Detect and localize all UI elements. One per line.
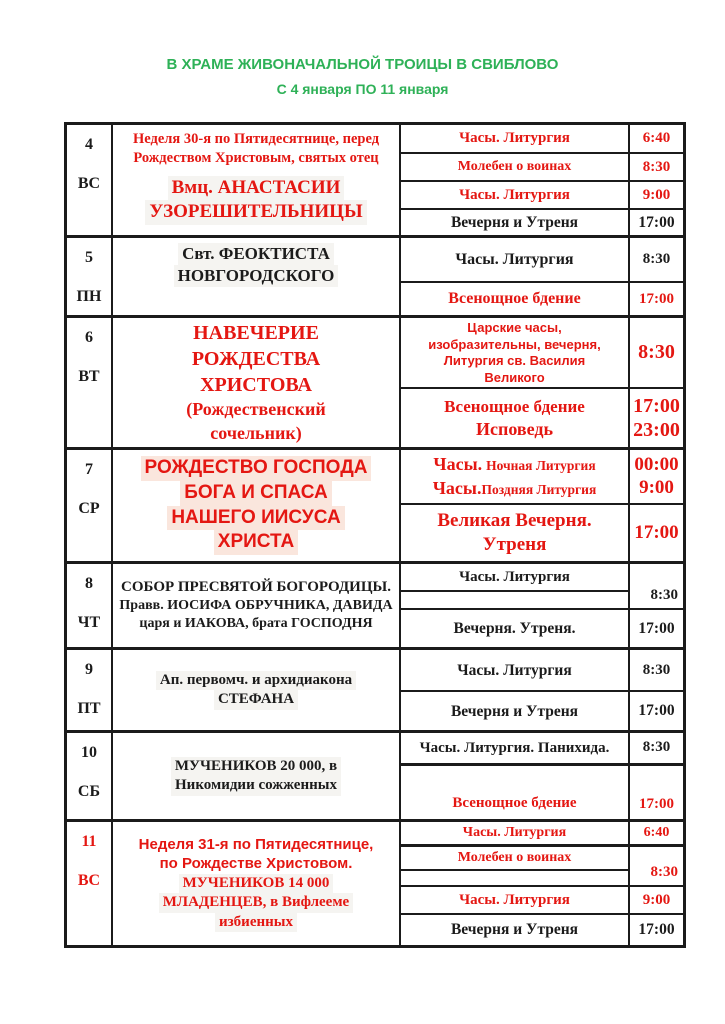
- date-cell: [67, 564, 113, 647]
- week-line: Рождеством Христовым, святых отец: [133, 149, 379, 166]
- feast-line: УЗОРЕШИТЕЛЬНИЦЫ: [145, 200, 366, 225]
- description-cell: [113, 650, 401, 730]
- feast-line: МЛАДЕНЦЕВ, в Вифлееме: [159, 893, 353, 913]
- feast-line: сочельник): [210, 422, 302, 443]
- feast-line: Правв. ИОСИФА ОБРУЧНИКА, ДАВИДА: [119, 598, 393, 614]
- service-time: 9:00: [628, 887, 683, 912]
- service-row: [401, 238, 683, 281]
- service-label: Молебен о воинах: [401, 847, 628, 871]
- service-time: 8:30: [628, 733, 683, 763]
- day-row-9-fri: [67, 647, 683, 730]
- service-label: Часы. Литургия: [462, 825, 567, 841]
- service-time: 17:00: [628, 283, 683, 315]
- description-cell: [113, 238, 401, 315]
- feast-line: Свт. ФЕОКТИСТА: [178, 243, 334, 265]
- service-time: 8:30: [628, 154, 683, 180]
- service-row: [401, 733, 683, 763]
- service-label: Царские часы, изобразительны, вечерня, Литургия св. Василия Великого: [428, 319, 601, 385]
- service-label: Вечерня и Утреня: [450, 213, 579, 231]
- date-cell: [67, 733, 113, 819]
- services-column: [401, 650, 683, 730]
- feast-line: ХРИСТОВА: [200, 374, 312, 397]
- service-time: 17:00 23:00: [628, 389, 683, 447]
- feast-line: НАВЕЧЕРИЕ: [193, 322, 319, 345]
- service-label: Часы. Литургия: [459, 130, 570, 147]
- service-row: [401, 844, 683, 885]
- day-row-7-wed: [67, 447, 683, 561]
- service-label: Часы. Литургия: [457, 661, 572, 679]
- day-row-11-sun: [67, 819, 683, 945]
- page-title: В ХРАМЕ ЖИВОНАЧАЛЬНОЙ ТРОИЦЫ В СВИБЛОВО: [166, 56, 559, 73]
- services-column: [401, 125, 683, 235]
- service-row: [401, 885, 683, 912]
- service-label: Часы. Литургия: [401, 564, 628, 592]
- service-row: [401, 822, 683, 844]
- feast-line: МУЧЕНИКОВ 14 000: [179, 874, 334, 894]
- date-cell: [67, 238, 113, 315]
- service-row: [401, 913, 683, 945]
- week-line: Неделя 31-я по Пятидесятнице,: [138, 835, 374, 853]
- day-row-10-sat: [67, 730, 683, 819]
- day-number: 6: [85, 329, 93, 346]
- service-row: [401, 608, 683, 647]
- service-label: Часы. Литургия: [455, 250, 574, 268]
- services-column: [401, 318, 683, 447]
- services-column: [401, 564, 683, 647]
- feast-line: Ап. первомч. и архидиакона: [156, 671, 356, 691]
- day-abbrev: ПН: [76, 288, 102, 305]
- service-label: Молебен о воинах: [457, 159, 572, 175]
- service-row: [401, 318, 683, 387]
- service-row: [401, 763, 683, 819]
- day-number: 11: [81, 833, 97, 850]
- description-cell: [113, 318, 401, 447]
- services-column: [401, 822, 683, 945]
- service-time: 17:00: [628, 766, 683, 819]
- service-time: 6:40: [628, 822, 683, 844]
- day-abbrev: ЧТ: [77, 614, 101, 631]
- service-time: 17:00: [628, 692, 683, 730]
- service-time: 8:30: [628, 564, 683, 608]
- service-label: Часы. Литургия. Панихида.: [419, 739, 610, 756]
- day-abbrev: ПТ: [77, 700, 101, 717]
- service-label: Часы. Ночная Литургия Часы.Поздняя Литургия: [432, 453, 597, 498]
- service-time: 8:30: [628, 847, 683, 885]
- service-row: [401, 564, 683, 608]
- service-label: Вечерня. Утреня.: [453, 619, 576, 637]
- feast-line: избиенных: [215, 913, 297, 933]
- services-column: [401, 238, 683, 315]
- feast-line: РОЖДЕСТВА: [191, 348, 321, 371]
- feast-line: СОБОР ПРЕСВЯТОЙ БОГОРОДИЦЫ.: [121, 578, 391, 595]
- service-row: [401, 152, 683, 180]
- feast-line: Вмц. АНАСТАСИИ: [168, 176, 345, 201]
- day-row-6-tue: [67, 315, 683, 447]
- day-abbrev: ВТ: [78, 368, 100, 385]
- service-time: 6:40: [628, 125, 683, 152]
- service-time: 00:00 9:00: [628, 450, 683, 503]
- description-cell: [113, 733, 401, 819]
- day-row-8-thu: [67, 561, 683, 647]
- service-label: Вечерня и Утреня: [450, 921, 579, 939]
- feast-line: (Рождественский: [186, 399, 326, 420]
- day-abbrev: ВС: [77, 175, 101, 192]
- service-label: Всенощное бдение Исповедь: [444, 396, 585, 440]
- feast-line: ХРИСТА: [214, 530, 298, 555]
- description-cell: [113, 125, 401, 235]
- date-cell: [67, 650, 113, 730]
- service-time: 8:30: [628, 238, 683, 281]
- service-row: [401, 208, 683, 235]
- day-abbrev: ВС: [77, 872, 101, 889]
- day-number: 9: [85, 661, 93, 678]
- date-range: С 4 января ПО 11 января: [276, 81, 449, 97]
- schedule-table: [64, 122, 686, 948]
- service-label: Великая Вечерня. Утреня: [437, 509, 592, 556]
- service-row: [401, 503, 683, 561]
- date-cell: [67, 450, 113, 561]
- service-time: 17:00: [628, 210, 683, 235]
- services-column: [401, 733, 683, 819]
- service-time: 17:00: [628, 610, 683, 647]
- description-cell: [113, 450, 401, 561]
- service-label: Часы. Литургия: [459, 891, 570, 908]
- feast-line: РОЖДЕСТВО ГОСПОДА: [141, 456, 372, 481]
- feast-line: БОГА И СПАСА: [180, 481, 332, 506]
- feast-line: Никомидии сожженных: [171, 776, 341, 796]
- service-row: [401, 387, 683, 447]
- service-time: 17:00: [628, 505, 683, 561]
- description-cell: [113, 564, 401, 647]
- service-row: [401, 450, 683, 503]
- date-cell: [67, 125, 113, 235]
- feast-line: СТЕФАНА: [214, 690, 298, 710]
- feast-line: НАШЕГО ИИСУСА: [167, 506, 344, 531]
- services-column: [401, 450, 683, 561]
- day-number: 8: [85, 575, 93, 592]
- service-time: 9:00: [628, 182, 683, 208]
- date-cell: [67, 822, 113, 945]
- feast-line: НОВГОРОДСКОГО: [174, 265, 339, 287]
- day-number: 10: [81, 744, 97, 761]
- feast-line: МУЧЕНИКОВ 20 000, в: [171, 757, 341, 777]
- description-cell: [113, 822, 401, 945]
- service-label: Всенощное бдение: [448, 290, 581, 308]
- service-time: 8:30: [628, 650, 683, 690]
- service-label: Часы. Литургия: [459, 186, 570, 203]
- day-number: 7: [85, 461, 93, 478]
- service-time: 17:00: [628, 915, 683, 945]
- day-row-4-sun: [67, 125, 683, 235]
- day-abbrev: СБ: [77, 783, 101, 800]
- service-row: [401, 180, 683, 208]
- service-row: [401, 125, 683, 152]
- service-label: Всенощное бдение: [452, 795, 577, 812]
- date-cell: [67, 318, 113, 447]
- week-line: Неделя 30-я по Пятидесятнице, перед: [132, 131, 380, 147]
- service-time: 8:30: [628, 318, 683, 387]
- week-line: по Рождестве Христовом.: [159, 855, 353, 873]
- service-row: [401, 690, 683, 730]
- day-abbrev: СР: [78, 500, 100, 517]
- service-row: [401, 650, 683, 690]
- feast-line: царя и ИАКОВА, брата ГОСПОДНЯ: [139, 616, 373, 632]
- service-label: Вечерня и Утреня: [450, 702, 579, 720]
- day-row-5-mon: [67, 235, 683, 315]
- day-number: 5: [85, 249, 93, 266]
- day-number: 4: [85, 136, 93, 153]
- service-row: [401, 281, 683, 315]
